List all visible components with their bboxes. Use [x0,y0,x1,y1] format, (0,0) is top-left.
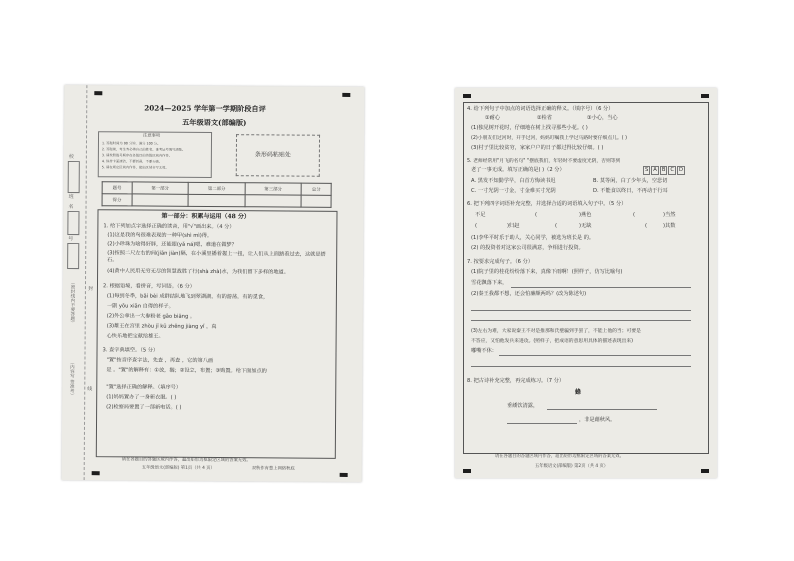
name-field[interactable] [67,211,79,235]
registration-mark [463,469,471,473]
footer-pages: 五年级语文(部编版) 第1页（共 4 页） [141,465,215,472]
footer-brand: 双秋作育慧上网络秋底 [251,466,295,472]
answer-line[interactable] [471,320,691,321]
score-row-label: 得分 [102,194,132,206]
question-5-stem-2: 老了一事无成。填写正确的是( )（2 分） [471,167,565,173]
answer-frame [463,102,709,454]
question-6-item: (1)李华平时乐于助人，关心同学，被选为班长是 的。 [471,235,595,241]
idiom-blank[interactable]: ( [535,212,538,218]
question-7-stem: 7. 按要求完成句子。（6 分） [467,259,534,265]
poem-line: 垂緌饮清露， [507,403,539,409]
grid-cell[interactable]: A [653,167,657,173]
notice-line: 2. 答题前，考生务必将自己的姓名、准考证号填写清楚。 [101,147,186,152]
footer-note: 请在各题目的答题区域内作答，超出矩形边框限定区域的答案无效。 [495,454,624,459]
question-6-item: (2) 的投资者对这家公司很满意，争相进行投资。 [471,245,584,251]
question-3-line: 是 。"置"的解释有：①放，搁；②设立，布置；③购置。给下面加点的 [106,367,267,375]
exam-title: 2024—2025 学年第一学期阶段自评 [144,103,266,114]
question-4-option: ③小心，当心 [587,115,618,121]
score-header: 第二部分 [188,182,245,194]
question-7-line: 嘟嘴不休： [471,348,497,354]
idiom-blank[interactable]: )燕色 [579,212,592,218]
question-4-item: (2)小朋友们过河时，开手过河，妈妈叮嘱我上学过马路时要仔细点儿。( ) [471,136,627,141]
question-1-stem: 1. 给下列加点字选择正确的读音，用"√"画出来。（4 分） [103,223,235,231]
notice-box [98,131,212,178]
score-cell[interactable] [245,195,302,207]
question-2-line: (3)雄王在宫里 zhòu jī kū zhěng jiàng yǐ ，真 [106,323,217,331]
answer-line[interactable] [507,423,577,424]
question-1-item: (3)按照二尺左右的间(jiān jiàn)隔，在小溪里播着握上一扭，让人们从上面踏着过去，这就是搭石。 [107,250,326,264]
idiom-blank[interactable]: ( [475,223,478,229]
seal-note: （密封线内不要答题） [69,280,76,326]
school-field[interactable] [68,161,80,193]
idiom-blank[interactable]: )无缺 [579,223,592,229]
score-header: 第一部分 [132,182,189,194]
question-3-item: (1)妈妈置办了一身新衣服。( ) [106,394,177,401]
question-4-option: ②检省 [537,115,553,121]
question-2-line: (1)每到冬季，bǎi bèi 成群结队地飞到翠湖湖，有的游荡，有的觅食， [106,293,269,301]
grid-cell[interactable]: C [670,167,675,173]
question-2-stem: 2. 根据语境，看拼音，写词语。（6 分） [102,283,195,290]
side-label-class: 班 [68,193,74,201]
exam-page-2 [455,88,717,478]
score-table [102,181,332,208]
question-7-item: (3)左右为难，大家说秦王不对是推那和氏璧骗到手罢了，不能上他的当；可要是 [471,329,641,334]
poem-line: ，非是藉秋风。 [579,417,616,423]
grid-cell[interactable]: S [645,167,649,173]
barcode-label: 条形码粘贴处 [254,151,291,159]
seal-note-2: （内容写 签准考） [69,359,75,398]
question-6-stem: 6. 把下列四字词语补充完整，并选择合适的词语填入句子中。（5 分） [467,201,627,207]
registration-mark [340,473,348,477]
question-1-item: (4)黄中人民用无穷无尽的智慧战胜了行(shà zhà)水，为我们留下多样的地道。 [107,268,289,276]
exam-subject: 五年级语文(部编版) [182,117,247,128]
idiom-blank[interactable]: )当然 [663,212,676,218]
registration-mark [701,469,709,473]
footer-note: 请在各题目的答题区域内作答，超出矩形边框限定区域的答案无效。 [121,457,251,464]
question-3-item: (2)检察局要置了一部新电话。( ) [106,404,182,411]
score-header: 第三部分 [245,183,302,195]
registration-mark [94,91,102,95]
registration-mark [701,94,709,98]
question-2-line: 心快乐地把宝献给雄王。 [106,333,164,340]
seal-char: 线 [87,386,93,393]
question-3-stem: 3. 查字典填空。（5 分） [102,347,159,354]
idiom-blank[interactable]: 不足 [475,212,486,218]
question-4-item: (1)独见树开花时，仔细地在树上找寻那些小花。( ) [471,125,588,131]
answer-line[interactable] [471,310,691,311]
score-cell[interactable] [188,194,245,206]
answer-line[interactable] [499,355,691,356]
question-4-item: (3)村子里比较贫穷，家家户户的日子都过得比较仔细。( ) [471,145,604,151]
side-label-number: 号 [68,235,74,243]
notice-line: 4. 保持卡面清洁，不要折叠，不要弄破。 [101,159,163,164]
notice-line: 5. 请在规定区域内作答，超出区域书写无效。 [101,165,169,170]
side-label-school: 校 [68,153,74,161]
answer-grid [643,166,685,175]
question-5-stem: 5. 老师经常用"月飞的名句" "摆底我们，年轻时不要虚度光阴，否则等到 [467,159,621,164]
question-3-line: "置"按音序查字法，先查 ，再查 ，它的第八画 [106,357,214,365]
idiom-blank[interactable]: )归赵 [507,223,520,229]
footer-pages: 五年级语文(部编版) 第2页（共 4 页） [535,464,609,469]
idiom-blank[interactable]: ( [555,223,558,229]
question-7-item: (1)院子里的桂花纷纷落下来，真像下雨啊！(照样子，仿写比喻句) [471,269,623,275]
registration-mark [92,471,100,475]
score-cell[interactable] [132,194,189,206]
seal-char: 封 [87,286,93,293]
idiom-blank[interactable]: ( [645,223,648,229]
question-7-item: (2)秦王我都不想，还会怕廉颇两吗？(改为陈述句) [471,291,587,297]
registration-mark [463,94,471,98]
grid-cell[interactable]: B [661,167,666,173]
grid-cell[interactable]: D [679,167,684,173]
idiom-blank[interactable]: )其数 [663,223,676,229]
answer-line[interactable] [547,409,657,410]
question-1-item: (2)小珍珠为啥得好胖，还能眼(yǎ ná)嗯，难道在做梦？ [107,241,237,249]
score-header: 题号 [102,182,132,194]
answer-line[interactable] [471,366,691,367]
question-5-choice[interactable]: D. 不能食以终日，不再动于行耳 [593,188,668,194]
question-2-line: 一副 yōu xiān 自得的样子。 [106,303,174,310]
answer-line[interactable] [511,287,691,288]
question-7-item: 不答应，又怕他发兵来进攻。(照样子，把成语的意思用具体的描述表现出来) [471,339,634,344]
side-label-name: 名 [68,203,74,211]
barcode-area [236,134,320,177]
number-field[interactable] [67,243,79,269]
question-8-stem: 8. 把古诗补充完整，再完成练习。（7 分） [467,378,565,384]
notice-line: 1. 答题时间为 90 分钟，满分 100 分。 [101,141,161,146]
question-5-choice[interactable]: B. 莫等闲，白了少年头，空悲切 [593,178,668,184]
score-header: 总分 [301,183,331,195]
notice-title: 注意事项 [143,133,161,139]
question-4-stem: 4. 给下列句子中加点的词语选择正确的释义。（填序号）（6 分） [467,106,614,112]
exam-page-1 [62,85,365,482]
question-1-item: (1)这是我的鸟很难表现的一种甲(shì mì)得。 [107,232,213,239]
section-title: 第一部分：积累与运用（48 分） [161,212,250,221]
idiom-blank[interactable]: ( [633,212,636,218]
poem-title: 蜂 [575,389,582,396]
notice-line: 3. 请按照题号顺序在各题目的答题区域内作答。 [101,153,173,158]
score-cell[interactable] [301,195,331,207]
question-5-choice[interactable]: C. 一寸光阴一寸金，寸金难买寸光阴 [471,188,556,194]
question-7-line: 雪花飘落下来， [471,280,508,286]
registration-mark [342,93,350,97]
question-2-line: (2)外公拿出一大参粉老 gāo biāng 。 [106,313,196,320]
question-3-line: "置"选择正确的解释。（填序号） [106,384,182,391]
question-5-choice[interactable]: A. 黑发不知勤学早，白首方悔读书迟 [471,178,556,184]
question-4-option: ①耐心 [485,115,501,121]
